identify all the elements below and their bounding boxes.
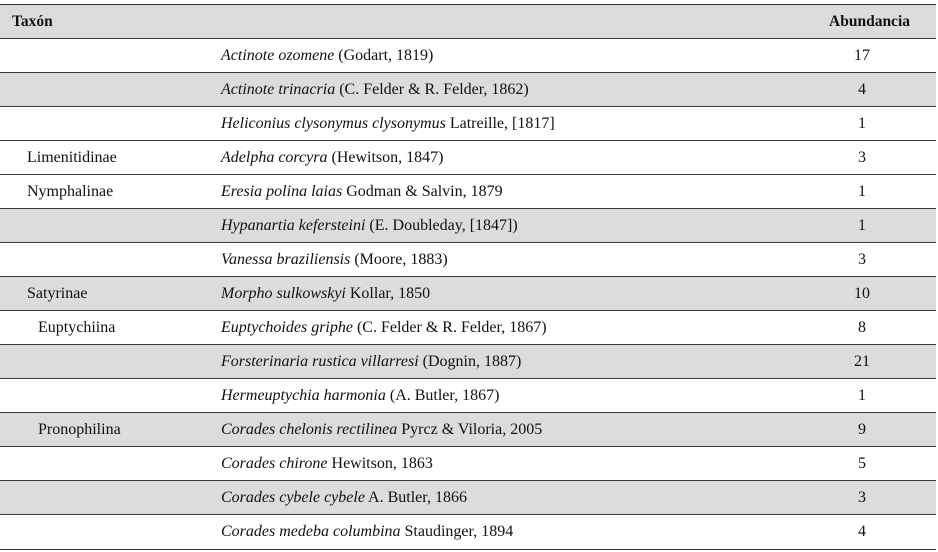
table-row [0,243,936,277]
species-name: Corades chelonis rectilinea [221,420,398,438]
species-cell [221,379,499,412]
species-name: Vanessa braziliensis [221,250,351,268]
species-authority: (Moore, 1883) [350,250,448,268]
species-authority: Staudinger, 1894 [400,523,514,540]
species-name: Heliconius clysonymus clysonymus [221,114,446,132]
taxon-group-cell: Nymphalinae [27,182,114,200]
table-row [0,379,936,413]
species-cell [221,345,521,378]
species-authority: (Hewitson, 1847) [327,148,444,166]
abundance-cell: 1 [858,182,866,200]
abundance-cell: 3 [858,148,866,166]
abundance-cell: 1 [858,216,866,234]
species-cell [221,39,433,72]
abundance-cell: 1 [858,386,866,404]
table-row [0,209,936,243]
abundance-cell: 4 [858,80,866,98]
abundance-cell: 17 [854,46,870,64]
species-name: Hermeuptychia harmonia [221,386,386,404]
species-authority: (C. Felder & R. Felder, 1867) [352,318,547,336]
species-cell [221,481,467,514]
abundance-table [0,4,936,550]
species-authority: A. Butler, 1866 [364,488,467,506]
abundance-cell: 3 [858,250,866,268]
species-authority: (Godart, 1819) [334,46,434,64]
species-name: Forsterinaria rustica villarresi [221,352,419,370]
species-cell [221,311,547,344]
table-row [0,73,936,107]
species-cell [221,141,443,174]
abundance-cell: 9 [858,420,866,438]
table-row [0,447,936,481]
table-row [0,515,936,549]
species-name: Actinote trinacria [221,80,336,98]
species-cell [221,277,430,310]
table-row [0,175,936,209]
species-name: Euptychoides griphe [221,318,353,336]
species-authority: Godman & Salvin, 1879 [342,182,503,200]
species-name: Actinote ozomene [221,46,335,64]
species-cell [221,243,448,276]
table-row [0,481,936,515]
species-cell [221,447,433,480]
taxon-group-cell: Satyrinae [27,284,88,302]
table-row [0,277,936,311]
abundance-cell: 5 [858,454,866,472]
species-cell [221,73,529,106]
species-name: Adelpha corcyra [221,148,328,166]
species-authority: (E. Doubleday, [1847]) [365,216,518,234]
species-cell [221,515,513,549]
table-row [0,413,936,447]
species-authority: (Dognin, 1887) [418,352,522,370]
table-row [0,39,936,73]
species-cell [221,209,518,242]
species-authority: (A. Butler, 1867) [385,386,500,404]
species-cell [221,175,503,208]
abundance-cell: 1 [858,114,866,132]
species-name: Eresia polina laias [221,182,343,200]
table-header-row [0,5,936,39]
species-name: Morpho sulkowskyi [221,284,346,302]
species-name: Corades medeba columbina [221,523,401,540]
taxon-group-cell: Limenitidinae [27,148,117,166]
header-abundance: Abundancia [829,12,910,30]
abundance-cell: 8 [858,318,866,336]
table-row [0,345,936,379]
species-name: Corades cybele cybele [221,488,365,506]
species-authority: Pyrcz & Viloria, 2005 [397,420,543,438]
species-authority: Latreille, [1817] [445,114,555,132]
table-body [0,39,936,549]
abundance-cell: 4 [858,523,866,540]
table-row [0,141,936,175]
abundance-cell: 10 [854,284,870,302]
species-cell [221,413,542,446]
species-name: Hypanartia kefersteini [221,216,366,234]
table-row [0,107,936,141]
abundance-cell: 21 [854,352,870,370]
header-taxon: Taxón [12,12,53,30]
species-authority: Hewitson, 1863 [327,454,433,472]
species-name: Corades chirone [221,454,328,472]
abundance-cell: 3 [858,488,866,506]
species-authority: (C. Felder & R. Felder, 1862) [335,80,529,98]
table-row [0,311,936,345]
taxon-group-cell: Euptychiina [38,318,116,336]
species-authority: Kollar, 1850 [345,284,431,302]
species-cell [221,107,555,140]
taxon-group-cell: Pronophilina [38,420,121,438]
